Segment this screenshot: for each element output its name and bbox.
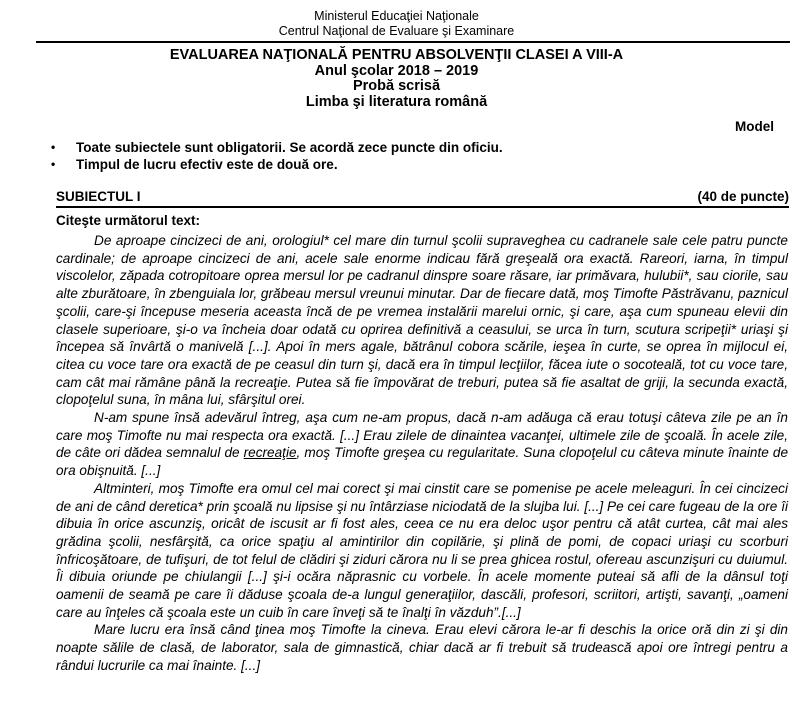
ministry-header xyxy=(0,0,793,38)
ministry-line-1: Ministerul Educaţiei Naţionale xyxy=(314,9,479,23)
exam-title xyxy=(0,48,793,110)
passage-paragraph: De aproape cincizeci de ani, orologiul* cel mare din turnul şcolii supraveghea cu cadranele sale cele patru puncte cardinale; de aproape cincizeci de ani, acele sale enorme indicau fără greşeală ora exactă. Rareori, iarna, în timpul viscolelor, zăpada cotropitoare oprea mersul lor pe cadranul dinspre soare răsare, iar primăvara, hulubii*, sau ciorile, sau alte zburătoare, în zbenguiala lor, grăbeau mersul vreunui minutar. Dar de fiecare dată, moş Timofte Păstrăvanu, paznicul şcolii, care-şi începuse meseria aceasta încă de pe vremea instalării marelui ornic, şi care, aşa cum spuneau elevii din clasele superioare, şi-o va încheia doar odată cu oprirea definitivă a ceasului, se urca în turn, scutura scripeţii* uriaşi şi începea să învârtă o manivelă [...]. Apoi în mers agale, bătrânul cobora scările, ieşea în curte, se oprea în mijlocul ei, citea cu voce tare ora exactă de pe ceasul din turn şi, dacă era în timpul lecţiilor, făcea iute o socoteală, tot cu voce tare, cam cât mai rămâne până la recreaţie. Putea să fie împovărat de treburi, putea să fie asaltat de griji, la secunda exactă, clopoţelul suna, în mâna lui, sfârşitul orei. xyxy=(56,233,788,408)
instruction-item xyxy=(0,139,793,156)
passage-paragraph: Altminteri, moş Timofte era omul cel mai corect şi mai cinstit care se pomenise pe acele meleaguri. În cei cincizeci de ani de când deretica* prin şcoală nu lipsise şi nu întârziase niciodată de la slujba lui. [...] Pe cei care fugeau de la ore îi dibuia în orice ascunziş, oricât de iscusit ar fi fost ales, ceea ce nu era deloc uşor pentru că atât curtea, cât mai ales grădina şcolii, nesfârşită, ca orice spaţiu al amintirilor din copilărie, şi plină de pomi, de copaci uriaşi cu scorburi înfricoşătoare, de tufişuri, de tot felul de clădiri şi ziduri cărora nu li se prea ghicea rostul, ofereau ascunzişuri cu duiumul. Îi dibuia oriunde pe chiulangii [...] şi-i ocăra năprasnic cu vorbele. În acele momente puteai să afli de la dânsul toţi oamenii de seamă pe care îi dăduse şcoala de-a lungul generaţiilor, dascăli, profesori, scriitori, artişti, savanţi, „oameni care au înţeles că şcoala este un cuib în care înveţi să te înalţi în văzduh”.[...] xyxy=(56,480,788,620)
exam-title-line-1: EVALUAREA NAŢIONALĂ PENTRU ABSOLVENŢII CLASEI A VIII-A xyxy=(169,47,624,63)
reading-passage xyxy=(56,232,788,675)
instruction-item xyxy=(0,156,793,173)
subject-heading-row xyxy=(56,189,789,208)
reading-prompt: Citeşte următorul text: xyxy=(56,213,201,228)
instruction-text: Toate subiectele sunt obligatorii. Se acordă zece puncte din oficiu. xyxy=(76,140,503,155)
header-divider xyxy=(36,41,790,43)
exam-title-line-4: Limba şi literatura română xyxy=(305,93,488,110)
subject-points: (40 de puncte) xyxy=(697,189,789,204)
passage-paragraph: N-am spune însă adevărul întreg, aşa cum ne-am propus, dacă n-am adăuga că erau totuşi câteva zile pe an în care moş Timofte nu mai respecta ora exactă. [...] Erau zilele de dinaintea vacanţei, ultimele zile de şcoală. În acele zile, de câte ori dădea semnalul de recreaţie, moş Timofte greşea cu regularitate. Suna clopoţelul cu câteva minute înainte de ora obişnuită. [...] xyxy=(56,410,789,479)
passage-paragraph: Mare lucru era însă când ţinea moş Timofte la cineva. Erau elevi cărora le-ar fi deschis la orice oră din zi şi din noapte sălile de clasă, de laborator, sala de gimnastică, chiar dacă ar fi trebuit să trudească apoi ore întregi pentru a rândui lucrurile ca mai înainte. [...] xyxy=(56,622,788,673)
instruction-text: Timpul de lucru efectiv este de două ore. xyxy=(76,157,338,172)
bullet-icon: • xyxy=(51,157,56,171)
model-label: Model xyxy=(735,119,774,134)
subject-heading: SUBIECTUL I xyxy=(56,189,141,204)
exam-title-line-2: Anul şcolar 2018 – 2019 xyxy=(314,62,479,79)
bullet-icon: • xyxy=(51,140,56,154)
ministry-line-2: Centrul Naţional de Evaluare şi Examinare xyxy=(278,23,515,38)
exam-title-line-3: Probă scrisă xyxy=(352,78,441,94)
instructions-list xyxy=(0,139,793,173)
